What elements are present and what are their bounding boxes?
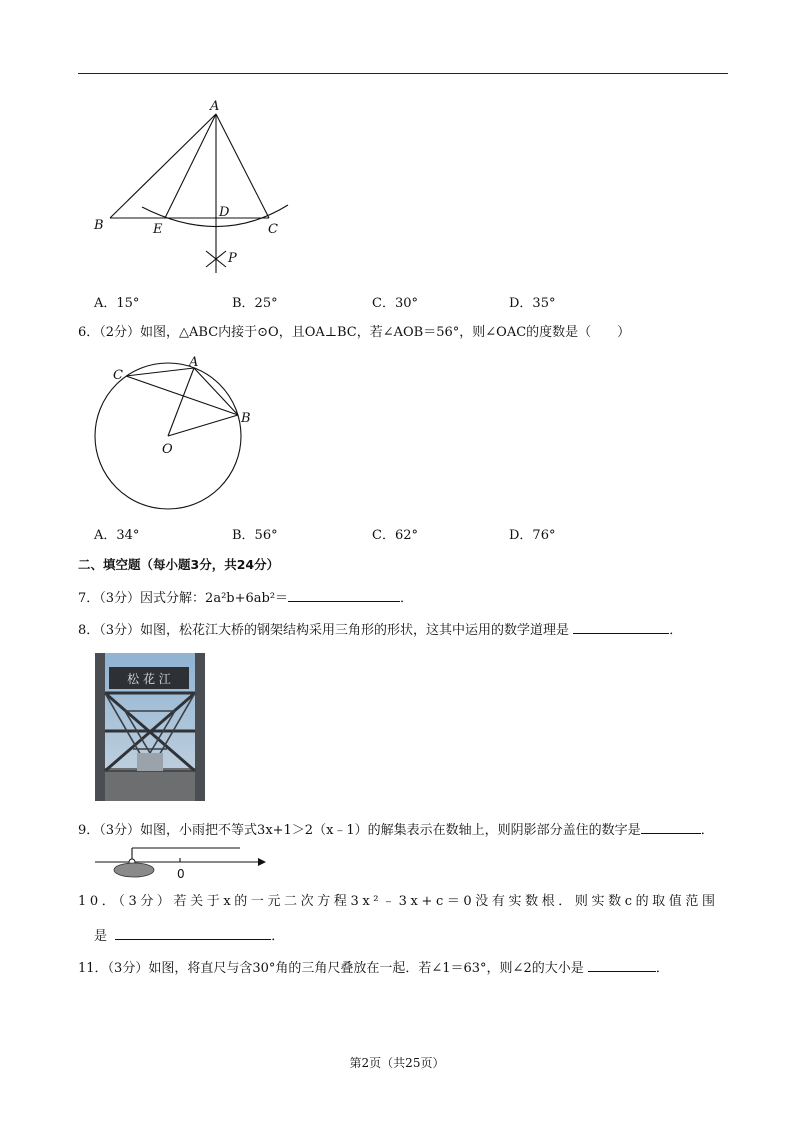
header-rule [78, 73, 728, 74]
q9-end: ． [700, 823, 714, 838]
q9-shaded-blot [114, 863, 154, 877]
q8-bridge-photo [95, 653, 205, 801]
q5-label-C: C [268, 222, 278, 237]
q5-label-D: D [219, 205, 230, 220]
q10-answer-blank[interactable] [115, 926, 271, 940]
q5-label-B: B [94, 218, 104, 233]
q10-line2 [94, 926, 284, 946]
q6-option-b: B．56° [232, 528, 278, 543]
q5-option-a: A．15° [94, 296, 140, 311]
q5-label-E: E [153, 222, 163, 237]
q9-stem: 9．（3分）如图，小雨把不等式3x+1＞2（x﹣1）的解集表示在数轴上，则阴影部分盖住的数字是 [78, 823, 641, 838]
q9-axis-zero: 0 [177, 867, 185, 881]
q7-line [78, 588, 413, 608]
q9-answer-blank[interactable] [641, 820, 701, 834]
q8-line [78, 620, 682, 640]
q5-option-b: B．25° [232, 296, 278, 311]
q6-stem: 6．（2分）如图，△ABC内接于⊙O，且OA⊥BC，若∠AOB＝56°，则∠OAC的度数是（ ） [78, 325, 631, 340]
q10-line2-text: 是 [94, 929, 108, 944]
q8-stem: 8．（3分）如图，松花江大桥的钢架结构采用三角形的形状，这其中运用的数学道理是 [78, 623, 570, 638]
q6-label-B: B [241, 411, 251, 426]
q5-option-c: C．30° [372, 296, 418, 311]
q6-option-d: D．76° [509, 528, 556, 543]
q5-triangle-figure [88, 95, 308, 275]
q6-circle-figure [90, 352, 260, 512]
q6-option-a: A．34° [94, 528, 140, 543]
q9-line [78, 820, 714, 840]
section-heading-fill-in: 二、填空题（每小题3分，共24分） [78, 557, 280, 572]
q5-label-A: A [210, 99, 220, 114]
q6-label-A: A [189, 355, 199, 370]
q7-answer-blank[interactable] [288, 588, 400, 602]
q6-option-c: C．62° [372, 528, 418, 543]
q10-end: ． [271, 929, 285, 944]
q8-answer-blank[interactable] [573, 620, 669, 634]
q9-number-line [92, 842, 272, 882]
q5-option-d: D．35° [509, 296, 556, 311]
q7-stem: 7．（3分）因式分解：2a²b+6ab²＝ [78, 591, 289, 606]
q6-label-O: O [162, 442, 173, 457]
q7-end: ． [400, 591, 414, 606]
q11-answer-blank[interactable] [588, 958, 656, 972]
q6-label-C: C [113, 368, 123, 383]
q11-line [78, 958, 669, 978]
q11-stem: 11．（3分）如图，将直尺与含30°角的三角尺叠放在一起．若∠1＝63°，则∠2的大小是 [78, 961, 584, 976]
q8-bridge-sign: 松 花 江 [127, 672, 171, 686]
q11-end: ． [655, 961, 669, 976]
page-footer: 第2页（共25页） [349, 1056, 445, 1070]
q5-label-P: P [228, 251, 237, 266]
q8-end: ． [669, 623, 683, 638]
q10-stem: 10．（3分）若关于x的一元二次方程3x²﹣3x+c＝0没有实数根．则实数c的取值范围 [78, 894, 719, 909]
